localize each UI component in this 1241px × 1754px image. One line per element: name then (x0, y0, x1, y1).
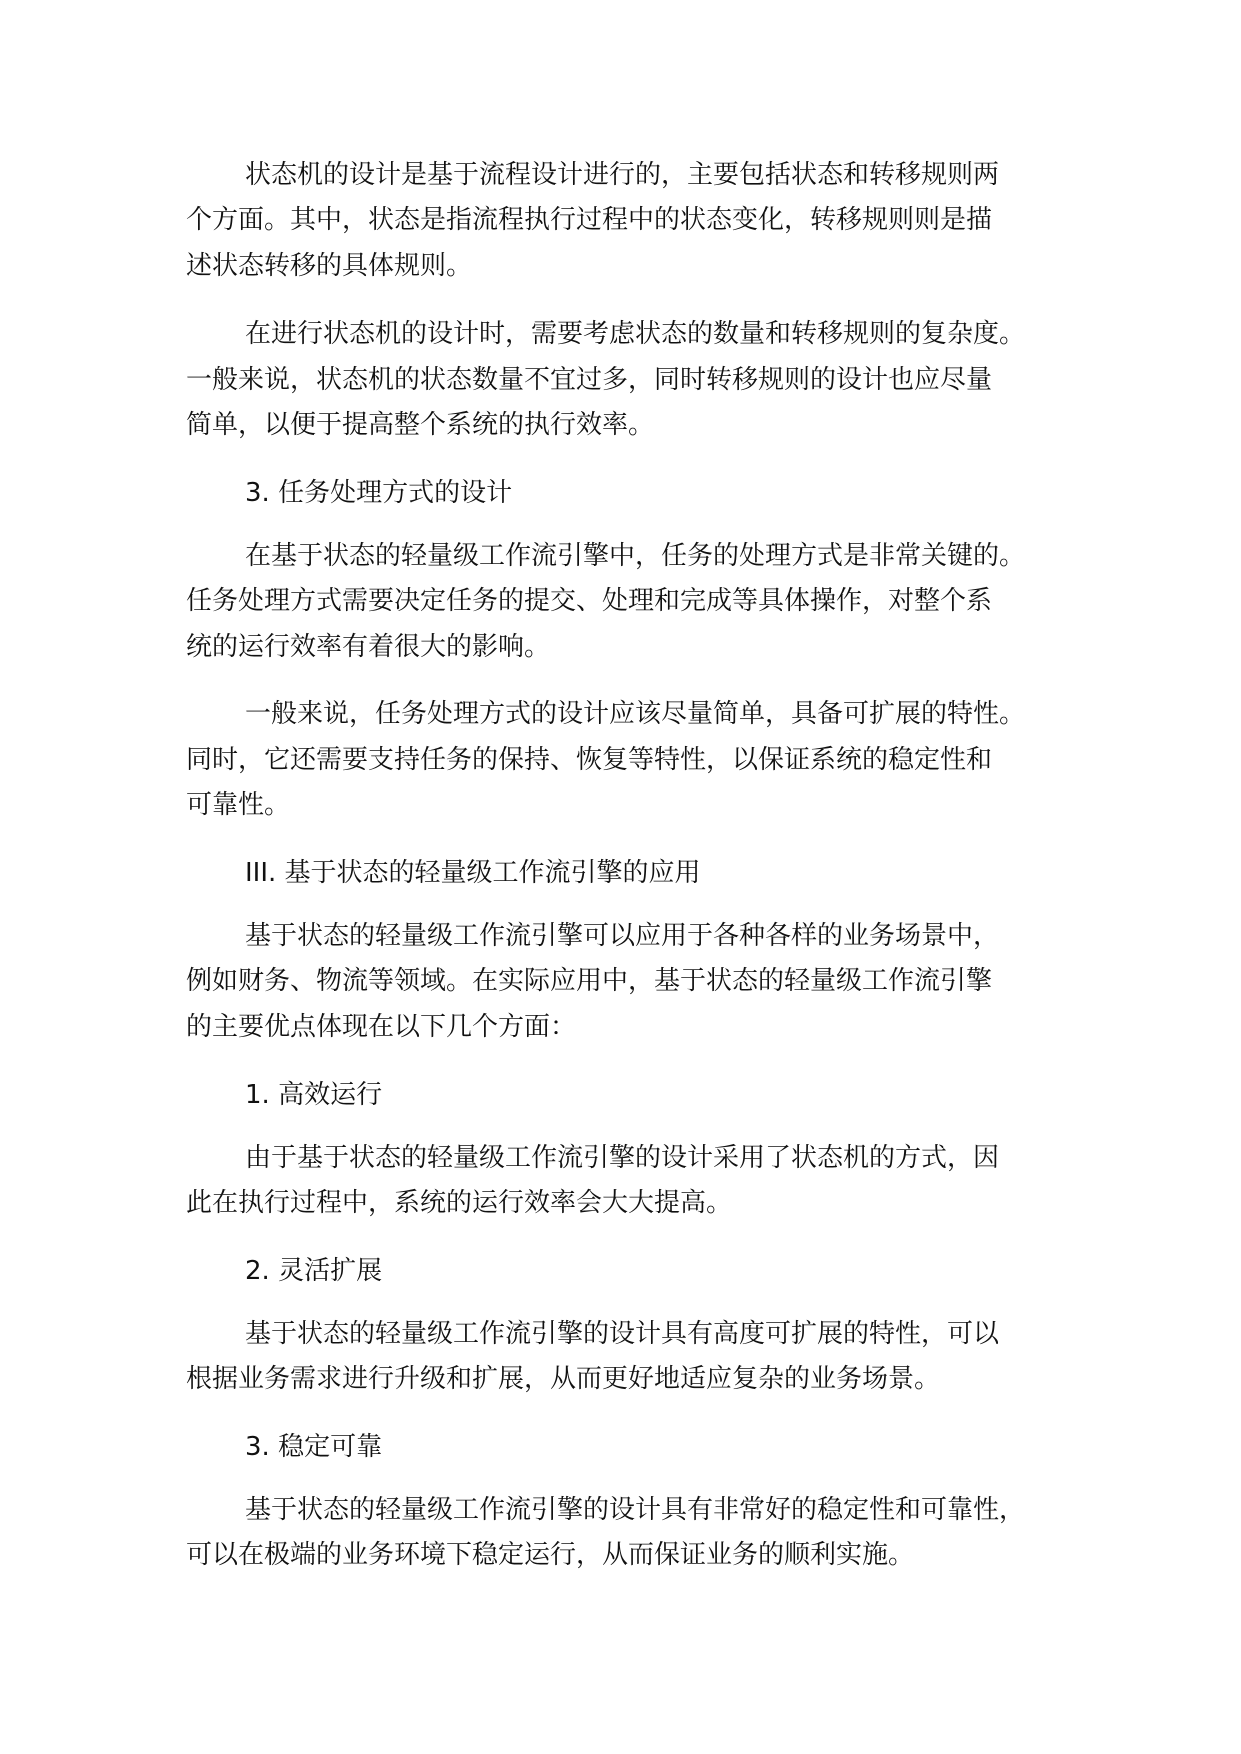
text-line: 此在执行过程中，系统的运行效率会大大提高。 (186, 1188, 733, 1218)
text-line: 一般来说，任务处理方式的设计应该尽量简单，具备可扩展的特性。 (245, 699, 1026, 729)
section-heading: 3. 稳定可靠 (245, 1432, 383, 1462)
text-line: 在进行状态机的设计时，需要考虑状态的数量和转移规则的复杂度。 (245, 319, 1026, 349)
text-line: 例如财务、物流等领域。在实际应用中，基于状态的轻量级工作流引擎 (186, 966, 993, 996)
text-line: 的主要优点体现在以下几个方面： (186, 1012, 577, 1042)
text-line: 由于基于状态的轻量级工作流引擎的设计采用了状态机的方式，因 (245, 1143, 1000, 1173)
text-line: 述状态转移的具体规则。 (186, 251, 473, 281)
text-line: 状态机的设计是基于流程设计进行的，主要包括状态和转移规则两 (245, 160, 1000, 190)
section-heading: III. 基于状态的轻量级工作流引擎的应用 (245, 858, 701, 888)
text-line: 一般来说，状态机的状态数量不宜过多，同时转移规则的设计也应尽量 (186, 365, 993, 395)
text-line: 统的运行效率有着很大的影响。 (186, 632, 551, 662)
text-line: 基于状态的轻量级工作流引擎的设计具有高度可扩展的特性，可以 (245, 1319, 1000, 1349)
text-line: 简单，以便于提高整个系统的执行效率。 (186, 410, 655, 440)
text-line: 基于状态的轻量级工作流引擎的设计具有非常好的稳定性和可靠性， (245, 1495, 1026, 1525)
section-heading: 3. 任务处理方式的设计 (245, 478, 513, 508)
text-line: 任务处理方式需要决定任务的提交、处理和完成等具体操作，对整个系 (186, 586, 993, 616)
text-line: 可靠性。 (186, 790, 291, 820)
section-heading: 2. 灵活扩展 (245, 1256, 383, 1286)
text-line: 根据业务需求进行升级和扩展，从而更好地适应复杂的业务场景。 (186, 1364, 941, 1394)
text-line: 个方面。其中，状态是指流程执行过程中的状态变化，转移规则则是描 (186, 205, 993, 235)
text-line: 基于状态的轻量级工作流引擎可以应用于各种各样的业务场景中， (245, 921, 1000, 951)
text-line: 同时，它还需要支持任务的保持、恢复等特性，以保证系统的稳定性和 (186, 745, 993, 775)
section-heading: 1. 高效运行 (245, 1080, 383, 1110)
text-line: 在基于状态的轻量级工作流引擎中，任务的处理方式是非常关键的。 (245, 541, 1026, 571)
text-line: 可以在极端的业务环境下稳定运行，从而保证业务的顺利实施。 (186, 1540, 915, 1570)
